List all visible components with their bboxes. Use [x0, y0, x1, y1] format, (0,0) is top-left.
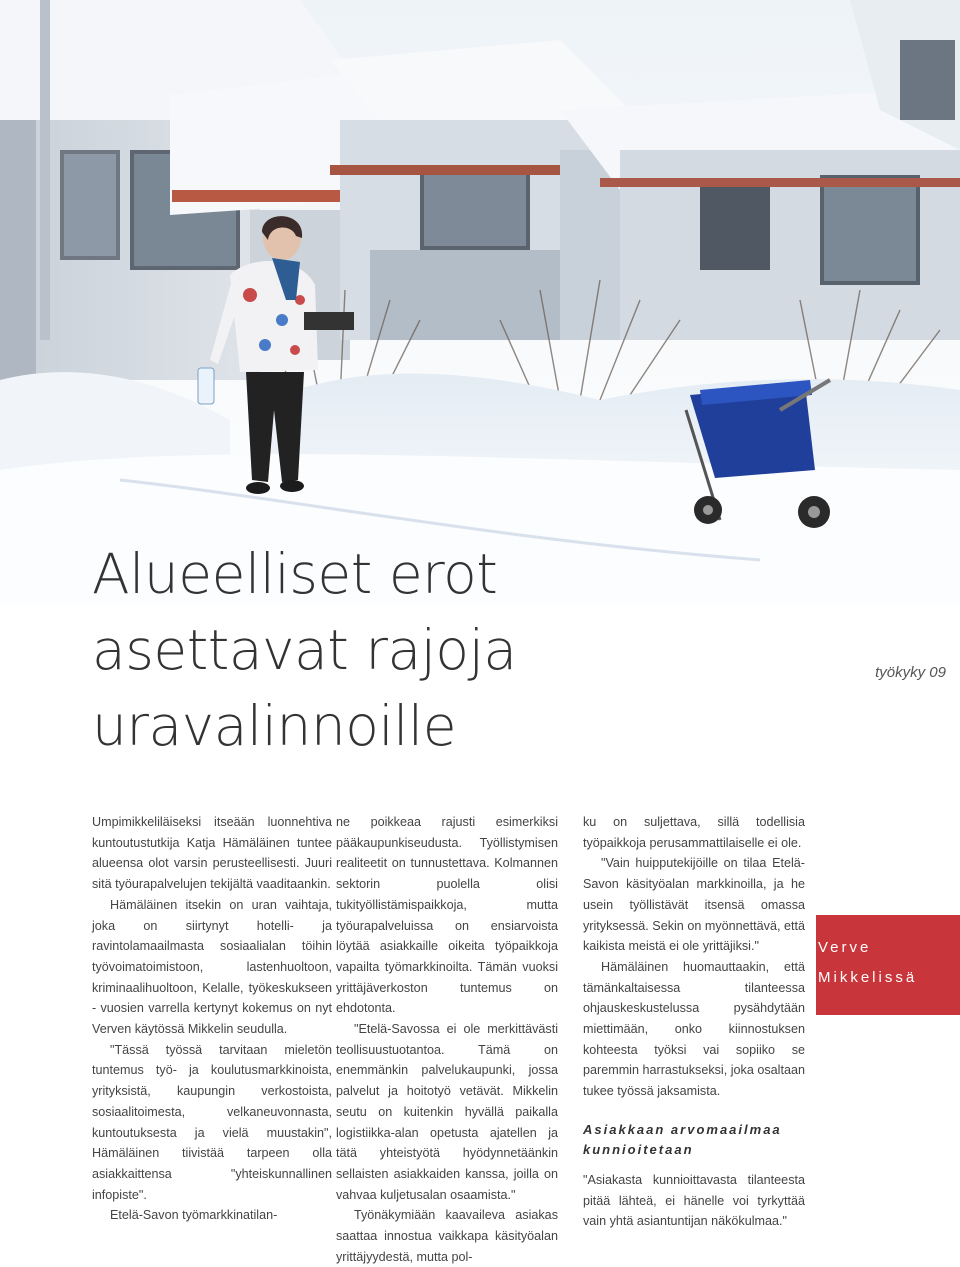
paragraph: "Vain huipputekijöille on tilaa Etelä-Savon käsityöalan markkinoilla, ja he usein työllistävät itsensä omassa yrityksessä. Sekin on myönnettävä, että kaikista meistä ei ole yrittäjiksi.": [583, 856, 805, 954]
headline: [92, 536, 517, 764]
sidebar-box: [816, 915, 960, 1015]
article-column-2: [336, 812, 558, 1267]
paragraph: "Etelä-Savossa ei ole merkittävästi teollisuustuotantoa. Tämä on enemmänkin palvelukaupunki, jossa palvelut ja hoitotyö vetävät. Mikkelin seutu on kuitenkin hyvällä paikalla logistiikka-alan opetusta ajatellen ja tätä yhteistyötä hyödynnetäänkin sellaisten asiakkaiden kanssa, joilla on vahvaa kuljetusalan osaamista.": [336, 1022, 558, 1202]
headline-line-1: Alueelliset erot: [92, 542, 498, 606]
paragraph: ku on suljettava, sillä todellisia työpaikkoja perusammattilaiselle ei ole.: [583, 815, 805, 850]
hero-photo: [0, 0, 960, 604]
sidebar-line-1: Verve: [818, 939, 872, 956]
page-label: työkyky 09: [875, 664, 946, 681]
paragraph: ne poikkeaa rajusti esimerkiksi pääkaupunkiseudusta. Työllistymisen realiteetit on tunnustettava. Kolmannen sektorin puolella olisi tukityöllistämispaikkoja, mutta työurapalveluissa on ensiarvoista löytää asiakkaille oikeita työpaikkoja vapailta työmarkkinoilta. Tämän vuoksi yrittäjäverkoston tuntemus on ehdotonta.: [336, 815, 558, 1016]
paragraph: Hämäläinen huomauttaakin, että tämänkaltaisessa tilanteessa ohjauskeskustelussa pysähdytään miettimään, onko kiinnostuksen kohteesta työksi vai sopiiko se paremmin harrastukseksi, joka osaltaan tukee työssä jaksamista.: [583, 959, 805, 1099]
subheading: Asiakkaan arvomaailmaa kunnioitetaan: [583, 1121, 782, 1157]
sidebar-line-2: Mikkelissä: [818, 969, 918, 986]
paragraph: Umpimikkeliläiseksi itseään luonnehtiva kuntoutustutkija Katja Hämäläinen tuntee alueensa olot varsin perusteellisesti. Juuri sitä työurapalvelujen tekijältä vaaditaankin.: [92, 815, 332, 892]
paragraph: "Tässä työssä tarvitaan mieletön tuntemus työ- ja koulutusmarkkinoista, yrityksistä, kaupungin verkostoista, sosiaalitoimesta, velkaneuvonnasta, kuntoutuksesta ja vielä muustakin", Hämäläinen tiivistää tarpeen olla asiakkaittensa "yhteiskunnallinen infopiste".: [92, 1042, 332, 1202]
paragraph: Etelä-Savon työmarkkinatilan-: [110, 1208, 278, 1223]
paragraph: Työnäkymiään kaavaileva asiakas saattaa innostua vaikkapa käsityöalan yrittäjyydestä, mutta pol-: [336, 1208, 558, 1264]
article-column-3: [583, 812, 805, 1232]
article-column-1: [92, 812, 332, 1226]
headline-line-3: uravalinnoille: [92, 694, 457, 758]
paragraph: Hämäläinen itsekin on uran vaihtaja, joka on siirtynyt hotelli- ja ravintolamaailmasta sosiaalialan töihin työvoimatoimistoon, lastenhuoltoon, kriminaalihuoltoon, Kelalle, työkeskukseen - vuosien varrella kertynyt kokemus on nyt Verven käytössä Mikkelin seudulla.: [92, 897, 332, 1037]
headline-line-2: asettavat rajoja: [92, 618, 517, 682]
paragraph: "Asiakasta kunnioittavasta tilanteesta pitää lähteä, ei hänelle voi tyrkyttää vain yhtä asiantuntijan näkökulmaa.": [583, 1172, 805, 1229]
